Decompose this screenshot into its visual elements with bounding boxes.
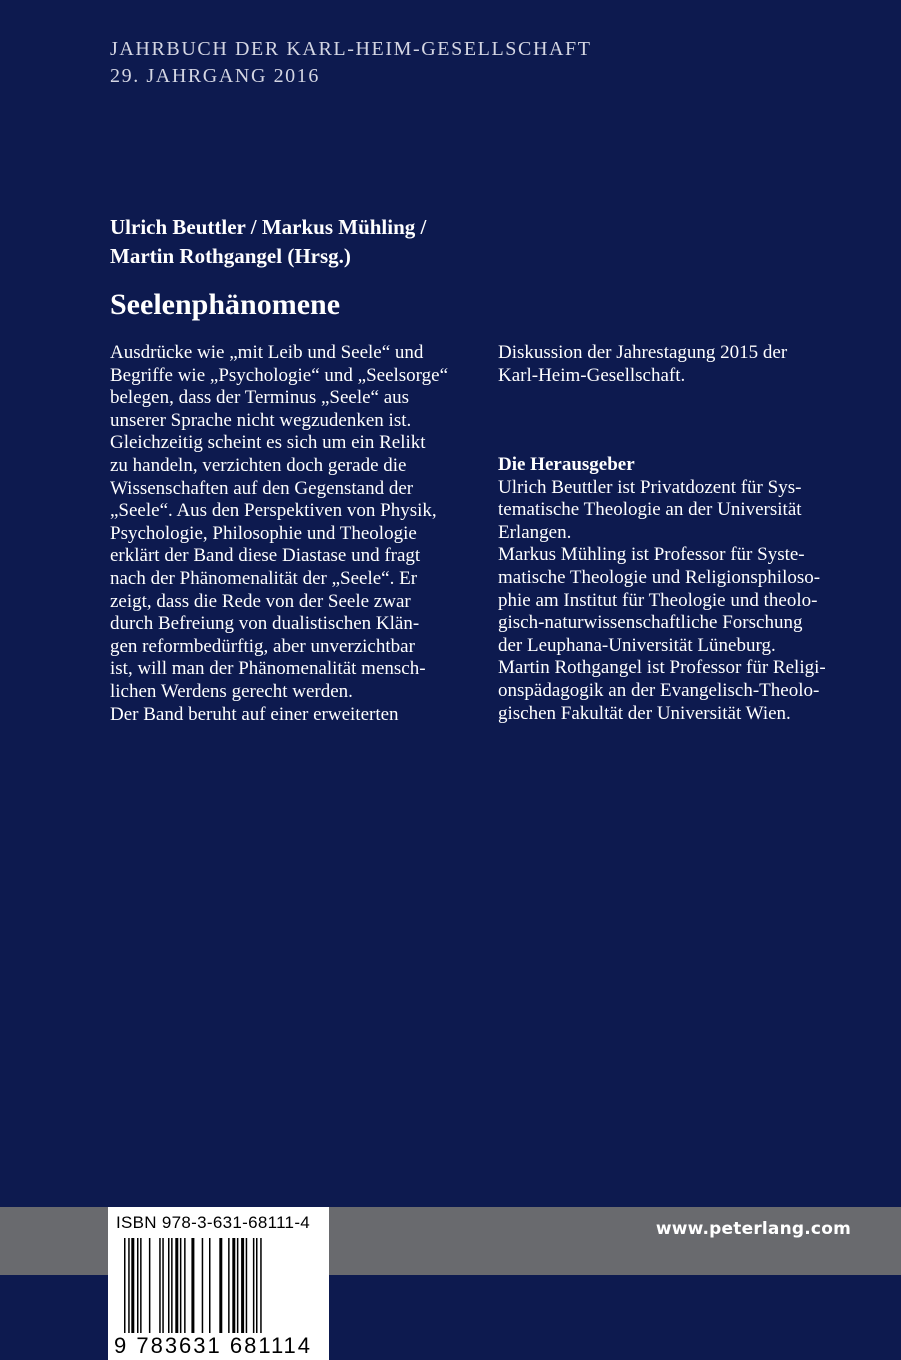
- text-line: Erlangen.: [498, 521, 572, 543]
- barcode: [108, 1207, 329, 1360]
- text-line: nach der Phänomenalität der „Seele“. Er: [110, 567, 418, 589]
- text-line: Karl-Heim-Gesellschaft.: [498, 364, 686, 386]
- text-line: zu handeln, verzichten doch gerade die: [110, 454, 407, 476]
- text-line: Martin Rothgangel ist Professor für Religi-: [498, 657, 826, 679]
- text-line: matische Theologie und Religionsphiloso-: [498, 566, 821, 588]
- barcode-bar: [209, 1238, 211, 1346]
- barcode-bar: [162, 1238, 164, 1346]
- barcode-bar: [180, 1238, 182, 1346]
- barcode-bar: [159, 1238, 161, 1346]
- barcode-bar: [124, 1238, 126, 1346]
- barcode-bar: [219, 1238, 222, 1346]
- text-line: unserer Sprache nicht wegzudenken ist.: [110, 409, 412, 431]
- text-line: Der Band beruht auf einer erweiterten: [110, 703, 399, 725]
- barcode-bar: [171, 1238, 173, 1346]
- description-left: [110, 342, 470, 726]
- barcode-bar: [140, 1238, 142, 1346]
- editors-bio: [498, 454, 858, 725]
- editors: [110, 213, 426, 271]
- barcode-bar: [137, 1238, 139, 1346]
- text-line: Diskussion der Jahrestagung 2015 der: [498, 342, 788, 363]
- text-line: phie am Institut für Theologie und theolo-: [498, 589, 818, 611]
- barcode-bar: [131, 1238, 134, 1346]
- barcode-bar: [241, 1238, 244, 1346]
- text-line: Psychologie, Philosophie und Theologie: [110, 522, 417, 544]
- text-line: gischen Fakultät der Universität Wien.: [498, 702, 791, 724]
- text-line: der Leuphana-Universität Lüneburg.: [498, 634, 776, 656]
- barcode-bar: [149, 1238, 151, 1346]
- barcode-bar: [175, 1238, 178, 1346]
- text-line: „Seele“. Aus den Perspektiven von Physik,: [110, 500, 437, 522]
- barcode-bar: [253, 1238, 255, 1346]
- bio-heading: Die Herausgeber: [498, 454, 635, 475]
- text-line: belegen, dass der Terminus „Seele“ aus: [110, 387, 410, 409]
- text-line: tematische Theologie an der Universität: [498, 499, 802, 521]
- barcode-bar: [184, 1238, 186, 1346]
- barcode-digits: 9 783631 681114: [114, 1333, 313, 1358]
- series-title: [110, 36, 592, 90]
- barcode-bar: [237, 1238, 239, 1346]
- text-line: erklärt der Band diese Diastase und fragt: [110, 545, 421, 567]
- text-line: lichen Werdens gerecht werden.: [110, 680, 353, 702]
- editors-line-1: Ulrich Beuttler / Markus Mühling /: [110, 215, 427, 239]
- text-line: gen reformbedürftig, aber unverzichtbar: [110, 635, 415, 657]
- series-name: JAHRBUCH DER KARL-HEIM-GESELLSCHAFT: [110, 38, 592, 60]
- barcode-bar: [228, 1238, 230, 1346]
- series-volume: 29. JAHRGANG 2016: [110, 65, 320, 87]
- barcode-bar: [256, 1238, 258, 1346]
- isbn-label: ISBN 978-3-631-68111-4: [116, 1213, 311, 1232]
- publisher-url: www.peterlang.com: [655, 1219, 851, 1239]
- barcode-bar: [260, 1238, 262, 1346]
- text-line: Gleichzeitig scheint es sich um ein Relikt: [110, 432, 426, 454]
- text-line: durch Befreiung von dualistischen Klän-: [110, 613, 420, 635]
- book-title: Seelenphänomene: [110, 288, 341, 321]
- text-line: Ulrich Beuttler ist Privatdozent für Sys-: [498, 476, 802, 498]
- barcode-bar: [202, 1238, 204, 1346]
- barcode-bar: [128, 1238, 130, 1346]
- text-line: gisch-naturwissenschaftliche Forschung: [498, 612, 803, 634]
- barcode-bar: [246, 1238, 248, 1346]
- text-line: Wissenschaften auf den Gegenstand der: [110, 477, 414, 499]
- text-line: Markus Mühling ist Professor für Syste-: [498, 544, 805, 566]
- barcode-bar: [168, 1238, 170, 1346]
- bio-text: [498, 477, 858, 726]
- editors-line-2: Martin Rothgangel (Hrsg.): [110, 244, 351, 268]
- text-line: Ausdrücke wie „mit Leib und Seele“ und: [110, 342, 424, 363]
- description-right: [498, 342, 858, 387]
- text-line: onspädagogik an der Evangelisch-Theolo-: [498, 679, 820, 701]
- barcode-bar: [232, 1238, 235, 1346]
- text-line: Begriffe wie „Psychologie“ und „Seelsorge“: [110, 364, 449, 386]
- text-line: zeigt, dass die Rede von der Seele zwar: [110, 590, 411, 612]
- text-line: ist, will man der Phänomenalität mensch-: [110, 658, 426, 680]
- barcode-bar: [191, 1238, 194, 1346]
